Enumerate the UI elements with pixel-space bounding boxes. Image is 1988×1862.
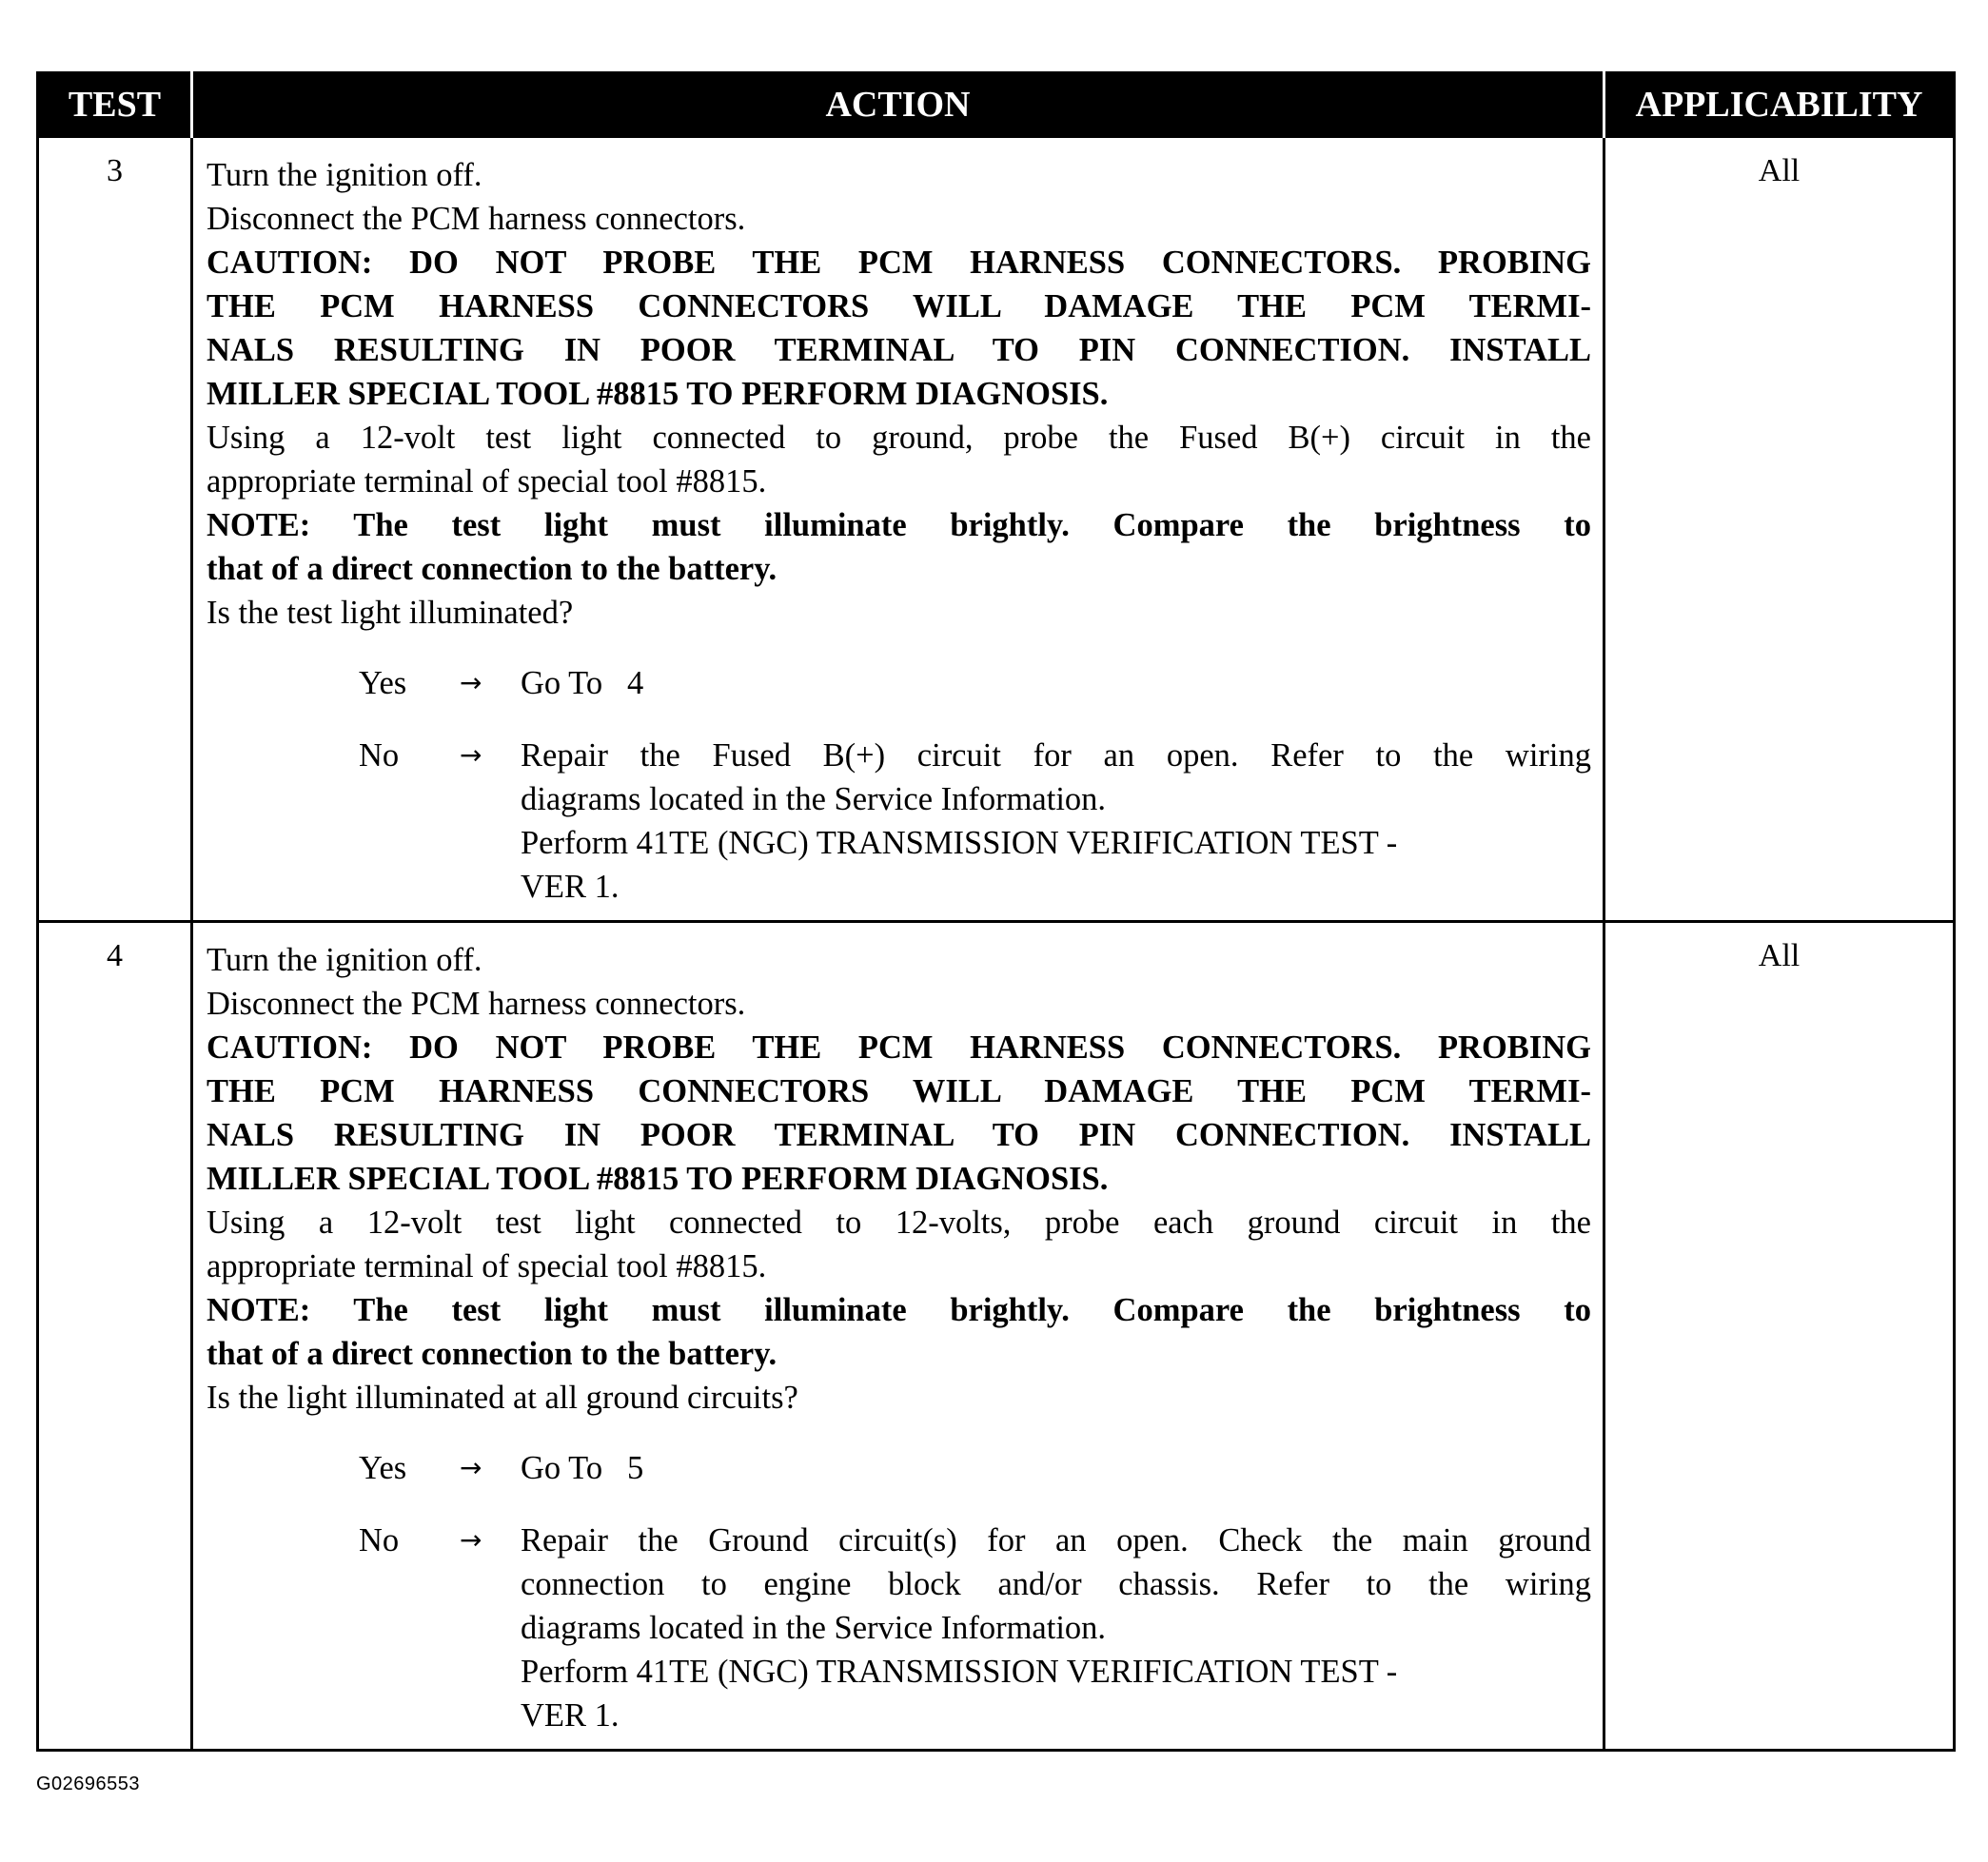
instruction-line: appropriate terminal of special tool #8815. [207,1248,767,1284]
no-result-line: VER 1. [521,1697,620,1734]
note-line: NOTE: The test light must illuminate brightly. Compare the brightness to [207,507,1591,543]
yes-result: Go To 5 [521,1450,644,1486]
yes-label: Yes [359,665,407,701]
header-action: ACTION [192,73,1604,137]
action-cell [192,137,1604,922]
right-arrow-icon: → [460,1452,482,1483]
no-result-line: Perform 41TE (NGC) TRANSMISSION VERIFICATION TEST - [521,825,1398,861]
no-result [521,1519,1591,1737]
yes-outcome [359,1446,1591,1490]
question-line: Is the light illuminated at all ground circuits? [207,1380,798,1416]
table-header-row [38,73,1955,137]
no-outcome [359,1519,1591,1737]
no-result-line: diagrams located in the Service Information. [521,781,1107,817]
test-number: 3 [38,137,192,922]
note-line: that of a direct connection to the battery. [207,551,777,587]
right-arrow-icon: → [460,1524,482,1556]
applicability-cell: All [1604,137,1955,922]
step-line: Turn the ignition off. [207,157,482,193]
no-result-line: connection to engine block and/or chassis. Refer to the wiring [521,1566,1591,1602]
no-result [521,734,1591,909]
table-row [38,922,1955,1751]
applicability-cell: All [1604,922,1955,1751]
caution-line: CAUTION: DO NOT PROBE THE PCM HARNESS CONNECTORS. PROBING [207,1029,1591,1066]
yes-label: Yes [359,1450,407,1486]
step-line: Disconnect the PCM harness connectors. [207,986,746,1022]
no-label: No [359,737,400,774]
caution-line: NALS RESULTING IN POOR TERMINAL TO PIN CONNECTION. INSTALL [207,332,1591,368]
instruction-line: appropriate terminal of special tool #8815. [207,463,767,500]
header-test: TEST [38,73,192,137]
caution-line: THE PCM HARNESS CONNECTORS WILL DAMAGE THE PCM TERMI- [207,1073,1591,1109]
step-line: Turn the ignition off. [207,942,482,978]
yes-result: Go To 4 [521,665,644,701]
diagnostic-test-table [36,71,1956,1752]
action-cell [192,922,1604,1751]
yes-outcome [359,661,1591,705]
note-line: that of a direct connection to the battery. [207,1336,777,1372]
caution-line: MILLER SPECIAL TOOL #8815 TO PERFORM DIAGNOSIS. [207,1161,1109,1197]
instruction-line: Using a 12-volt test light connected to 12-volts, probe each ground circuit in the [207,1205,1591,1241]
test-number: 4 [38,922,192,1751]
note-line: NOTE: The test light must illuminate brightly. Compare the brightness to [207,1292,1591,1328]
no-outcome [359,734,1591,909]
right-arrow-icon: → [460,667,482,698]
caution-line: CAUTION: DO NOT PROBE THE PCM HARNESS CONNECTORS. PROBING [207,245,1591,281]
caution-line: THE PCM HARNESS CONNECTORS WILL DAMAGE THE PCM TERMI- [207,288,1591,324]
no-label: No [359,1522,400,1558]
caution-line: MILLER SPECIAL TOOL #8815 TO PERFORM DIAGNOSIS. [207,376,1109,412]
no-result-line: Perform 41TE (NGC) TRANSMISSION VERIFICATION TEST - [521,1654,1398,1690]
no-result-line: diagrams located in the Service Information. [521,1610,1107,1646]
right-arrow-icon: → [460,739,482,771]
table-row [38,137,1955,922]
step-line: Disconnect the PCM harness connectors. [207,201,746,237]
header-applicability: APPLICABILITY [1604,73,1955,137]
question-line: Is the test light illuminated? [207,595,574,631]
figure-id: G02696553 [36,1774,141,1794]
instruction-line: Using a 12-volt test light connected to ground, probe the Fused B(+) circuit in the [207,420,1591,456]
caution-line: NALS RESULTING IN POOR TERMINAL TO PIN CONNECTION. INSTALL [207,1117,1591,1153]
no-result-line: Repair the Fused B(+) circuit for an open. Refer to the wiring [521,737,1591,774]
no-result-line: VER 1. [521,869,620,905]
no-result-line: Repair the Ground circuit(s) for an open. Check the main ground [521,1522,1591,1558]
